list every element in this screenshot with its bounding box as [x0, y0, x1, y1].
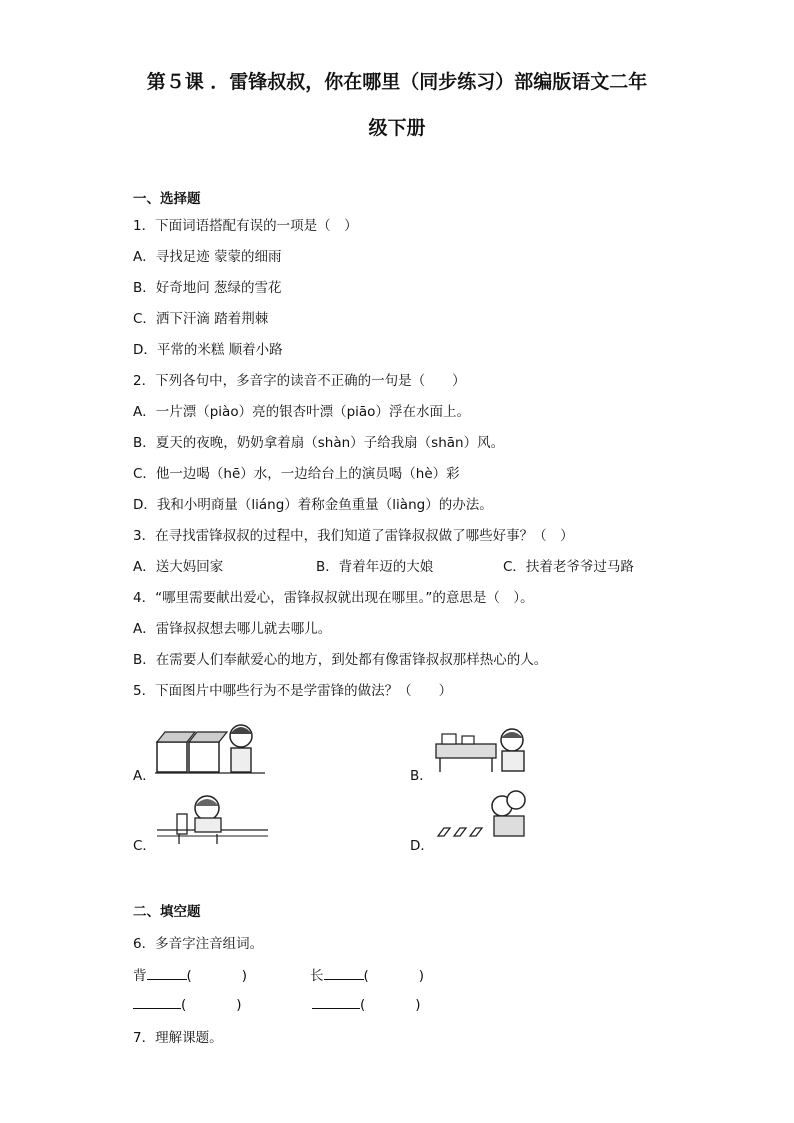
q6-row1-left — [133, 964, 247, 984]
q6-paren-close-2: ) — [418, 968, 425, 984]
q1-option-a: A．寻找足迹 蒙蒙的细雨 — [133, 249, 282, 265]
q5-label-b: B． — [410, 768, 433, 784]
q3-stem: 3．在寻找雷锋叔叔的过程中，我们知道了雷锋叔叔做了哪些好事？（ ） — [133, 528, 574, 544]
q4-option-b: B．在需要人们奉献爱心的地方，到处都有像雷锋叔叔那样热心的人。 — [133, 652, 548, 668]
q6-row2-left — [133, 995, 242, 1013]
q6-row2-right — [312, 995, 421, 1013]
q6-word-blank-2[interactable] — [324, 966, 364, 980]
q6-word-blank-1[interactable] — [147, 966, 187, 980]
q5-label-d: D． — [410, 838, 434, 854]
q2-option-d: D．我和小明商量（liáng）着称金鱼重量（liàng）的办法。 — [133, 497, 493, 513]
section-fill-heading: 二、填空题 — [133, 904, 201, 920]
q6-word-blank-4[interactable] — [312, 995, 360, 1009]
page-title-line2: 级下册 — [368, 117, 426, 139]
q6-paren-close-1: ) — [241, 968, 248, 984]
q6-paren-close-3: ) — [236, 997, 242, 1013]
q6-paren-close-4: ) — [415, 997, 421, 1013]
q5-stem: 5．下面图片中哪些行为不是学雷锋的做法？（ ） — [133, 683, 453, 699]
q6-paren-open-2: ( — [363, 968, 369, 984]
q2-option-b: B．夏天的夜晚，奶奶拿着扇（shàn）子给我扇（shān）风。 — [133, 435, 505, 451]
picture-c-person-chair — [155, 790, 270, 846]
section-choice-heading: 一、选择题 — [133, 191, 201, 207]
q4-stem: 4．“哪里需要献出爱心，雷锋叔叔就出现在哪里。”的意思是（ ）。 — [133, 590, 534, 606]
picture-b-boy-desk — [432, 724, 542, 776]
q6-paren-open-3: ( — [181, 997, 187, 1013]
q6-char-2: 长 — [310, 968, 324, 984]
q2-option-c: C．他一边喝（hē）水，一边给台上的演员喝（hè）彩 — [133, 466, 460, 482]
q6-paren-open-1: ( — [186, 968, 192, 984]
q6-char-1: 背 — [133, 968, 147, 984]
q1-option-c: C．洒下汗滴 踏着荆棘 — [133, 311, 269, 327]
q2-stem: 2．下列各句中，多音字的读音不正确的一句是（ ） — [133, 373, 466, 389]
q1-option-b: B．好奇地问 葱绿的雪花 — [133, 280, 282, 296]
q4-option-a: A．雷锋叔叔想去哪儿就去哪儿。 — [133, 621, 332, 637]
q3-option-b: B．背着年迈的大娘 — [316, 559, 434, 575]
q5-label-a: A． — [133, 768, 156, 784]
q3-option-a: A．送大妈回家 — [133, 559, 224, 575]
q2-option-a: A．一片漂（piào）亮的银杏叶漂（piāo）浮在水面上。 — [133, 404, 470, 420]
q1-option-d: D．平常的米糕 顺着小路 — [133, 342, 283, 358]
q6-word-blank-3[interactable] — [133, 995, 181, 1009]
picture-a-girl-trash-bins — [155, 722, 265, 780]
q6-paren-open-4: ( — [360, 997, 366, 1013]
q1-stem: 1．下面词语搭配有误的一项是（ ） — [133, 218, 358, 234]
q6-stem: 6．多音字注音组词。 — [133, 936, 264, 952]
q7-stem: 7．理解课题。 — [133, 1030, 223, 1046]
q5-label-c: C． — [133, 838, 156, 854]
picture-d-kids-crossing — [432, 790, 532, 846]
page-title-line1: 第５课 ．雷锋叔叔，你在哪里（同步练习）部编版语文二年 — [146, 71, 648, 93]
q6-row1-right — [310, 964, 424, 984]
q3-option-c: C．扶着老爷爷过马路 — [503, 559, 634, 575]
